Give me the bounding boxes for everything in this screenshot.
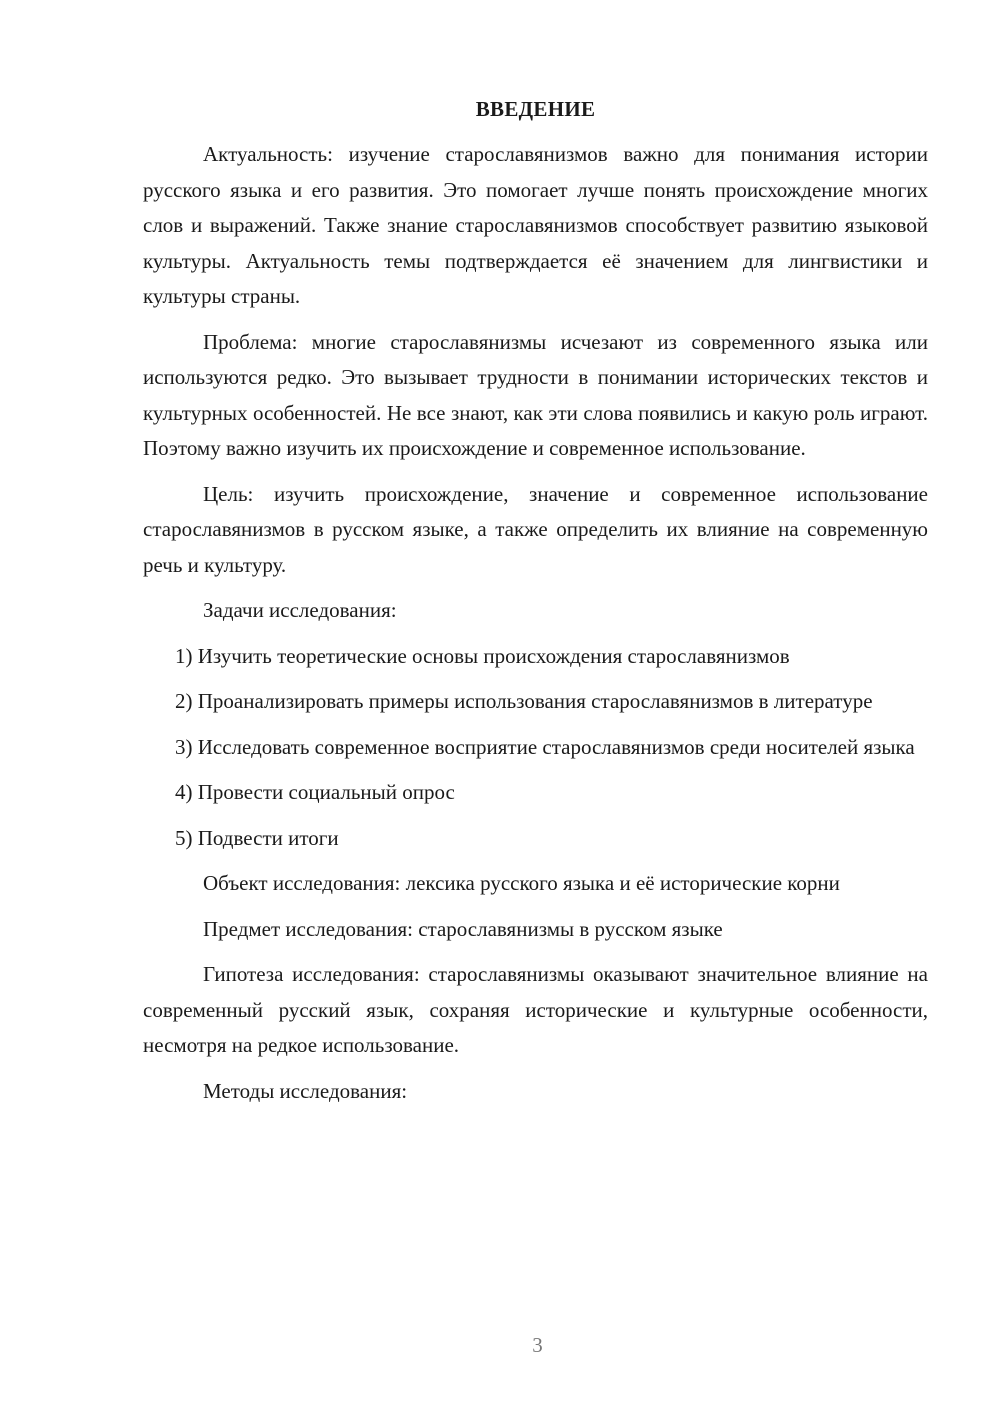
page-title: ВВЕДЕНИЕ (475, 97, 596, 121)
task-item-1: 1) Изучить теоретические основы происхождения старославянизмов (175, 643, 790, 668)
methods-heading: Методы исследования: (203, 1078, 408, 1103)
task-item-4: 4) Провести социальный опрос (175, 780, 455, 804)
page-number: 3 (532, 1333, 543, 1357)
task-item-5: 5) Подвести итоги (175, 825, 339, 850)
paragraph-goal: Цель: изучить происхождение, значение и современное использование старославянизмов в русском языке, а также определить их влияние на современную речь и культуру. (143, 481, 928, 577)
paragraph-relevance: Актуальность: изучение старославянизмов важно для понимания истории русского языка и его развития. Это помогает лучше понять происхождение многих слов и выражений. Также знание старославянизмов способствует развитию языковой культуры. Актуальность темы подтверждается её значением для лингвистики и культуры страны. (143, 142, 928, 308)
task-item-2: 2) Проанализировать примеры использования старославянизмов в литературе (175, 689, 873, 713)
page-body (143, 92, 928, 1119)
paragraph-object: Объект исследования: лексика русского языка и её исторические корни (203, 871, 840, 895)
task-item-3: 3) Исследовать современное восприятие старославянизмов среди носителей языка (175, 734, 915, 759)
tasks-heading: Задачи исследования: (203, 598, 397, 622)
paragraph-subject: Предмет исследования: старославянизмы в русском языке (203, 916, 723, 941)
paragraph-problem: Проблема: многие старославянизмы исчезают из современного языка или используются редко. Это вызывает трудности в понимании исторических текстов и культурных особенностей. Не все знают, как эти слова появились и какую роль играют. Поэтому важно изучить их происхождение и современное использование. (143, 329, 928, 460)
paragraph-hypothesis: Гипотеза исследования: старославянизмы оказывают значительное влияние на современный русский язык, сохраняя исторические и культурные особенности, несмотря на редкое использование. (143, 962, 928, 1057)
